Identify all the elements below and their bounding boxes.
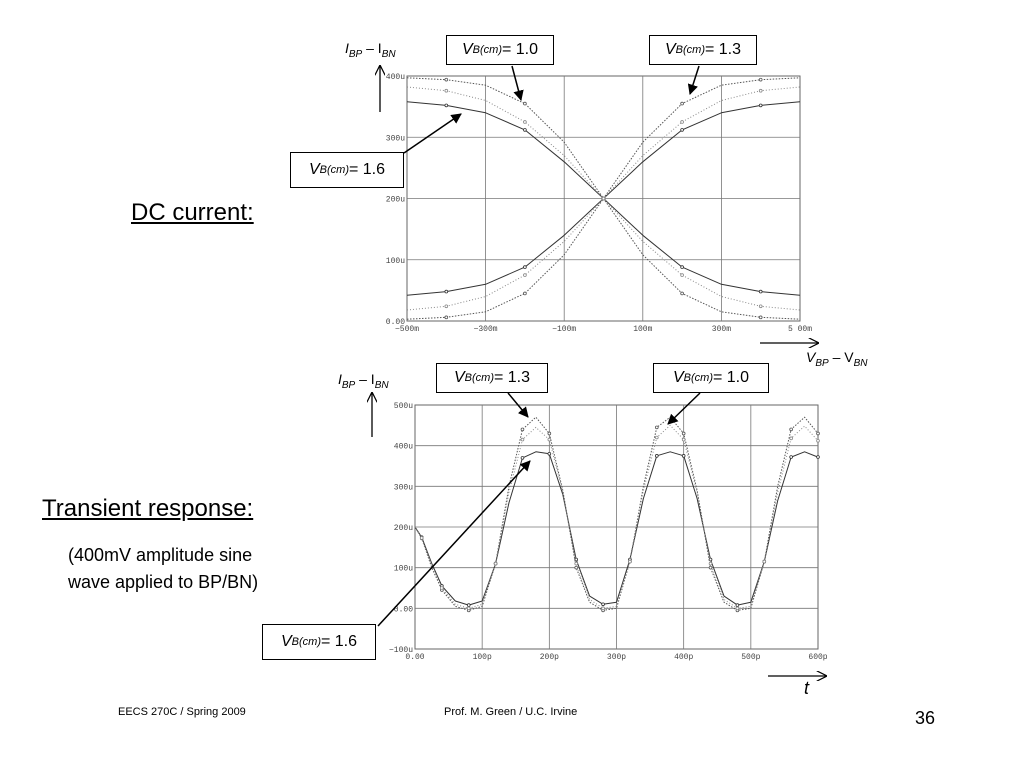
dc-data-point [445,89,448,92]
dc-y-sub-right: BN [381,48,396,60]
dc-y-tick-label: 200u [385,195,405,205]
dc-y-mid: – I [362,40,382,56]
tr-x-tick-label: 400p [674,653,694,662]
transient-note-line2: wave applied to BP/BN) [68,572,259,592]
tr-data-point [467,604,470,607]
dc-data-point [445,78,448,81]
tr-data-point [736,604,739,607]
tr-x-tick-label: 0.00 [405,653,425,662]
tr-y-tick-label: 500u [393,402,413,411]
dc-data-point [681,121,684,124]
tr-x-tick-label: 100p [472,653,492,662]
dc-data-point [681,266,684,269]
tr-y-tick-label: 100u [393,564,413,574]
dc-y-tick-label: 100u [385,256,405,266]
tr-data-point [602,607,605,610]
tr-x-tick-label: 200p [539,653,559,662]
tr-x-axis-label: t [804,678,810,698]
dc-data-point [524,274,527,277]
tr-data-point [521,456,524,459]
tr-data-point [655,436,658,439]
tr-data-point [548,452,551,455]
dc-data-point [681,274,684,277]
tr-y-mid: – I [355,371,375,387]
tr-data-point [682,438,685,441]
dc-x-axis-label [806,349,868,369]
tr-x-tick-label: 300p [606,653,627,662]
dc-data-point [524,266,527,269]
tr-data-point [763,560,766,563]
dc-data-point [524,121,527,124]
tr-data-point [790,456,793,459]
tr-y-tick-label: 300u [393,483,413,493]
tr-data-point [602,603,605,606]
transient-response-heading: Transient response: [42,495,254,522]
tr-data-point [629,560,632,563]
tr-data-point [736,607,739,610]
dc-x-mid: – V [828,349,854,365]
tr-data-point [817,432,820,435]
dc-data-point [524,102,527,105]
tr-x-tick-label: 500p [741,653,761,662]
dc-x-v-left: V [806,349,816,365]
dc-data-point [681,102,684,105]
tr-data-point [790,428,793,431]
tr-x-tick-label: 600p [808,653,828,662]
dc-x-tick-label: −500m [394,325,420,334]
dc-data-point [445,305,448,308]
transient-note-line1: (400mV amplitude sine [68,545,253,565]
dc-current-heading: DC current: [131,199,254,226]
tr-y-i-left: I [338,371,342,387]
tr-data-point [420,537,423,540]
callout-dc-vbcm-1-3: V B(cm) = 1.3 [649,35,757,65]
dc-x-sub-right: BN [853,357,868,369]
tr-y-tick-label: 0.00 [393,605,413,615]
tr-data-point [521,428,524,431]
dc-data-point [445,104,448,107]
dc-y-tick-label: 300u [385,134,405,144]
dc-x-tick-label: −100m [552,325,577,334]
tr-data-point [575,562,578,565]
callout-dc-vbcm-1-0: V B(cm) = 1.0 [446,35,554,65]
dc-data-point [681,292,684,295]
tr-data-point [709,562,712,565]
dc-data-point [759,104,762,107]
dc-data-point [524,129,527,132]
dc-data-point [759,316,762,319]
tr-data-point [655,454,658,457]
tr-data-point [817,439,820,442]
footer-author: Prof. M. Green / U.C. Irvine [444,706,578,718]
tr-y-sub-right: BN [374,379,389,391]
dc-x-tick-label: −300m [473,325,498,334]
dc-y-axis-label [345,40,396,60]
footer-course: EECS 270C / Spring 2009 [118,706,246,718]
tr-data-point [521,438,524,441]
tr-data-point [548,432,551,435]
page-number: 36 [915,708,936,728]
dc-y-sub-left: BP [348,48,363,60]
tr-data-point [682,432,685,435]
tr-data-point [440,587,443,590]
dc-data-point [759,78,762,81]
tr-y-sub-left: BP [341,379,356,391]
transient-response-chart [389,402,828,662]
tr-data-point [790,437,793,440]
dc-y-tick-label: 400u [385,73,405,82]
dc-data-point [445,316,448,319]
tr-data-point [467,607,470,610]
dc-x-tick-label: 300m [711,325,732,334]
dc-x-tick-label: 100m [633,325,653,334]
dc-data-point [602,197,605,200]
tr-data-point [494,562,497,565]
tr-data-point [655,426,658,429]
tr-y-tick-label: 200u [393,524,413,533]
tr-data-point [548,438,551,441]
callout-tr-vbcm-1-3: V B(cm) = 1.3 [436,363,548,393]
dc-data-point [524,292,527,295]
callout-dc-vbcm-1-6: V B(cm) = 1.6 [290,152,404,188]
dc-data-point [759,290,762,293]
tr-y-tick-label: 400u [393,442,413,452]
tr-data-point [817,456,820,459]
dc-data-point [759,305,762,308]
dc-current-chart [386,73,812,334]
tr-y-axis-label [338,371,389,391]
callout-tr-vbcm-1-0: V B(cm) = 1.0 [653,363,769,393]
callout-tr-vbcm-1-6: V B(cm) = 1.6 [262,624,376,660]
dc-y-tick-label: 0.00 [385,318,405,327]
dc-data-point [445,290,448,293]
dc-data-point [681,129,684,132]
tr-y-tick-label: −100u [388,646,413,655]
tr-data-point [575,566,578,569]
tr-data-point [682,454,685,457]
dc-data-point [759,89,762,92]
dc-x-tick-label: 5 00m [787,325,813,334]
dc-y-i-left: I [345,40,349,56]
dc-x-sub-left: BP [815,357,829,369]
